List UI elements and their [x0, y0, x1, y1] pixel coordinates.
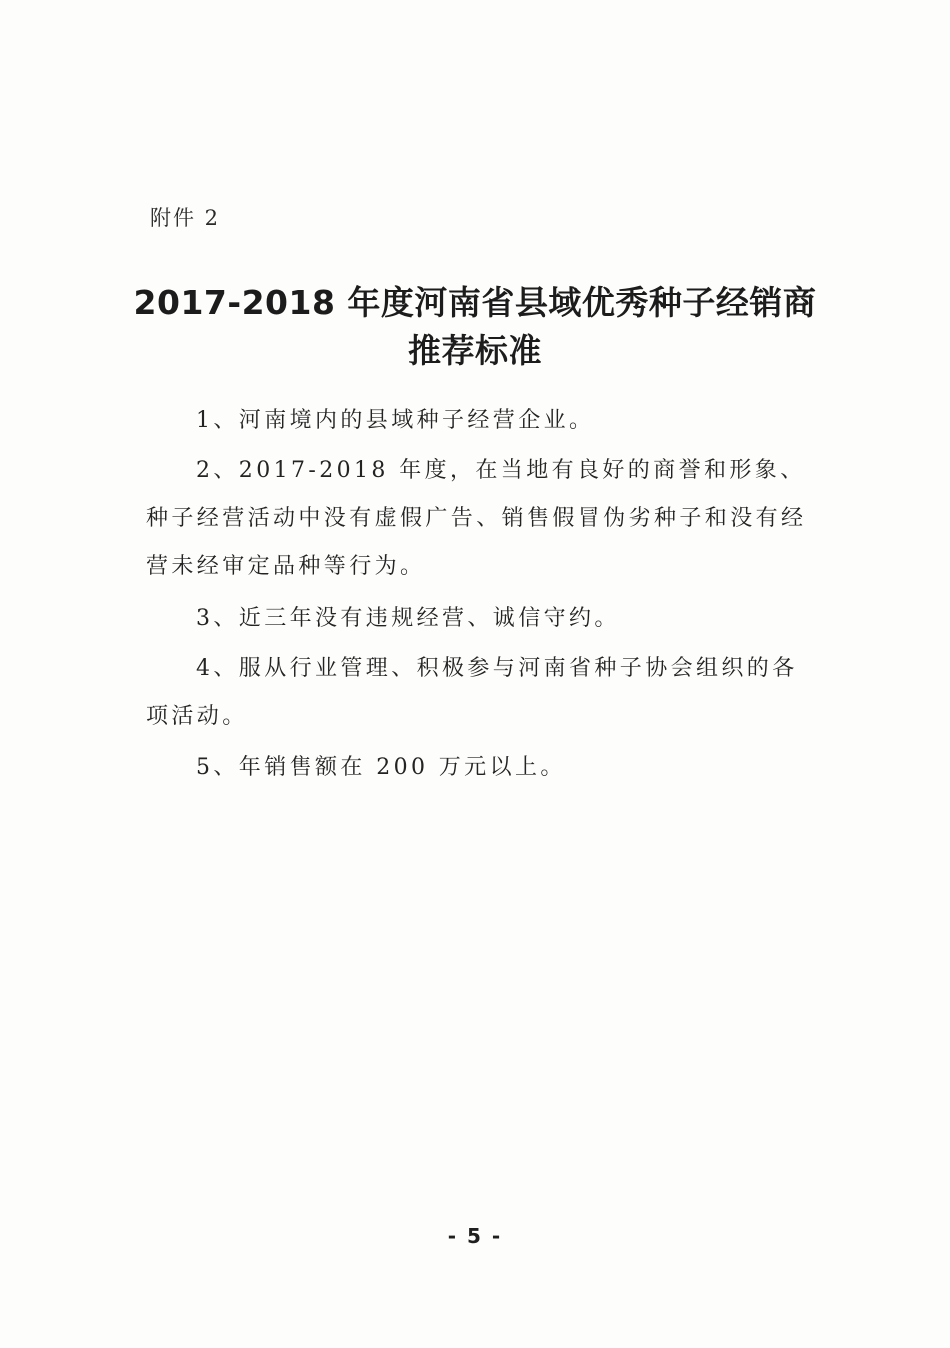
criterion-5: 5、年销售额在 200 万元以上。	[196, 755, 566, 780]
criterion-3: 3、近三年没有违规经营、诚信守约。	[196, 606, 620, 631]
document-title-line-1: 2017-2018 年度河南省县域优秀种子经销商	[133, 283, 817, 322]
page-number: - 5 -	[447, 1224, 503, 1248]
attachment-label: 附件 2	[150, 206, 221, 230]
criterion-2: 2、2017-2018 年度，在当地有良好的商誉和形象、种子经营活动中没有虚假广告、销售假冒伪劣种子和没有经营未经审定品种等行为。	[146, 458, 807, 579]
criterion-1: 1、河南境内的县域种子经营企业。	[196, 408, 595, 433]
document-title-line-2: 推荐标准	[408, 331, 542, 370]
criterion-4: 4、服从行业管理、积极参与河南省种子协会组织的各项活动。	[146, 656, 798, 729]
